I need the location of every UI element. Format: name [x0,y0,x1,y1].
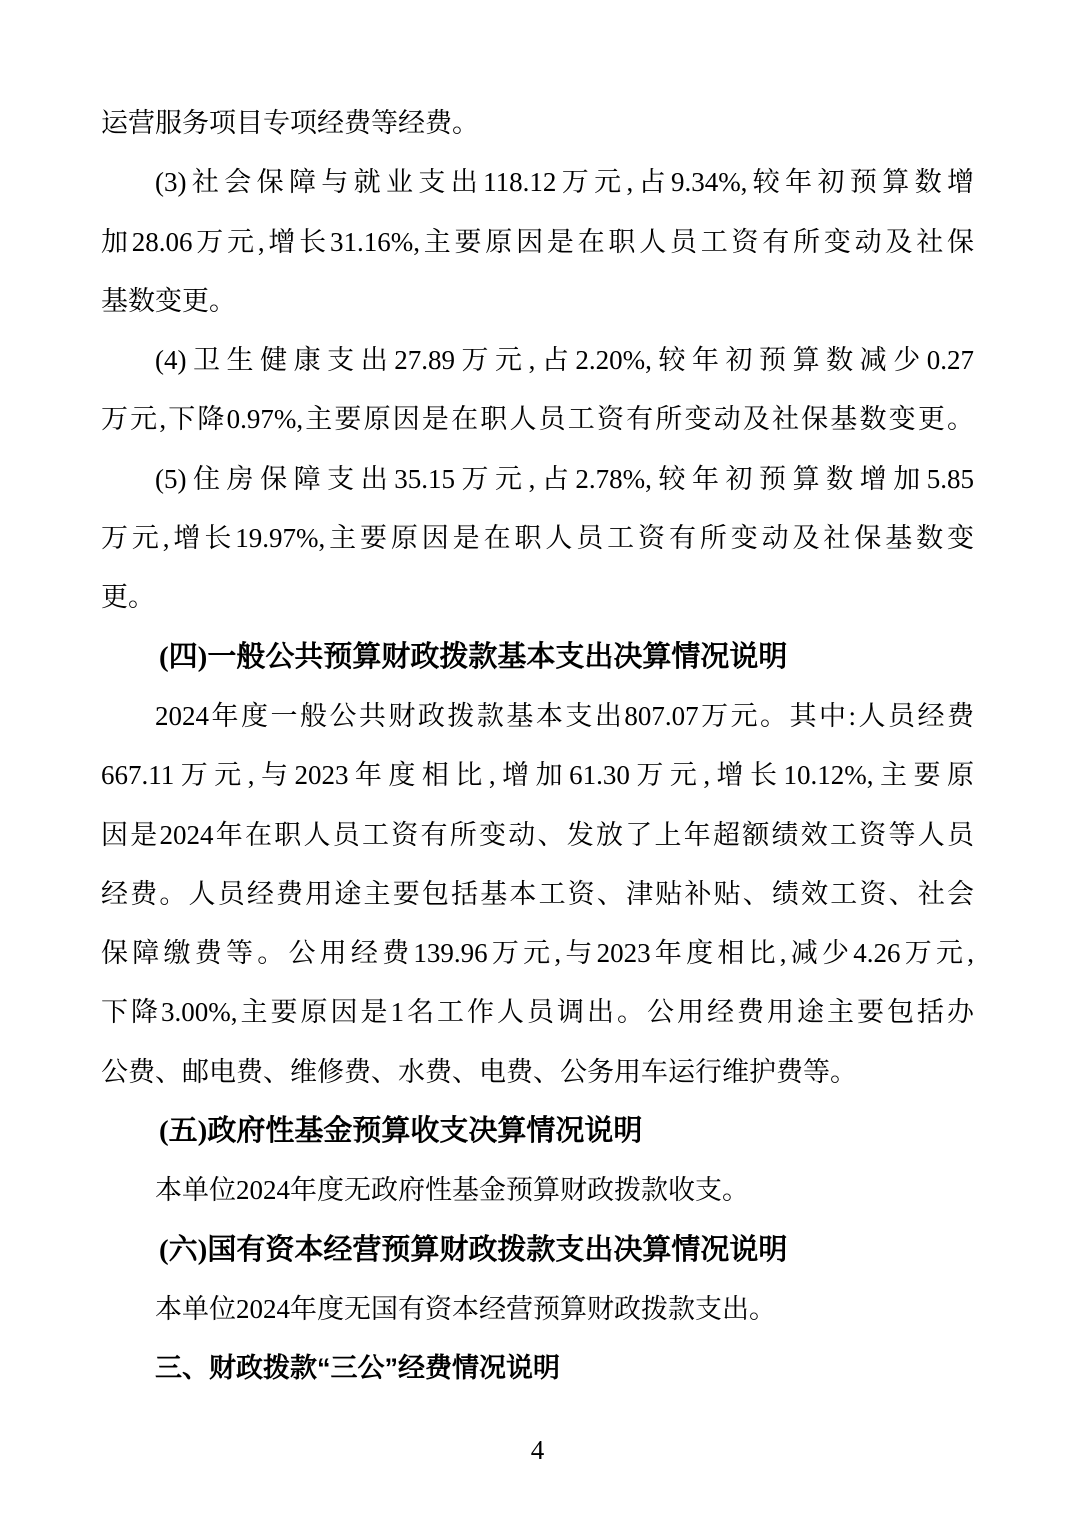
body-paragraph-item3 [101,153,974,331]
body-paragraph-item5 [101,450,974,628]
text-line: (5)住房保障支出35.15万元,占2.78%,较年初预算数增加5.85 [155,463,974,494]
text-line: 更。 [101,582,155,613]
text-line: 运营服务项目专项经费等经费。 [101,108,479,138]
text-line: 万元,下降0.97%,主要原因是在职人员工资有所变动及社保基数变更。 [101,404,974,435]
body-paragraph-state-capital [101,1280,974,1339]
chapter-heading-3 [101,1339,974,1398]
body-paragraph-item4 [101,331,974,450]
text-line: 本单位2024年度无国有资本经营预算财政拨款支出。 [155,1293,776,1324]
text-line: 下降3.00%,主要原因是1名工作人员调出。公用经费用途主要包括办 [101,997,974,1028]
text-line: 因是2024年在职人员工资有所变动、发放了上年超额绩效工资等人员 [101,819,974,850]
section-heading-4 [101,628,974,687]
text-line: 公费、邮电费、维修费、水费、电费、公务用车运行维护费等。 [101,1056,857,1087]
heading-line: (四)一般公共预算财政拨款基本支出决算情况说明 [159,640,788,673]
heading-line: 三、财政拨款“三公”经费情况说明 [155,1353,560,1384]
body-paragraph-basic-expenditure [101,687,974,1102]
heading-line: (五)政府性基金预算收支决算情况说明 [159,1115,643,1148]
section-heading-5 [101,1102,974,1161]
text-line: 加28.06万元,增长31.16%,主要原因是在职人员工资有所变动及社保 [101,226,974,257]
text-line: (4)卫生健康支出27.89万元,占2.20%,较年初预算数减少0.27 [155,345,974,376]
text-line: 基数变更。 [101,285,236,316]
page-number: 4 [530,1435,545,1465]
text-line: 本单位2024年度无政府性基金预算财政拨款收支。 [155,1175,749,1206]
text-line: 2024年度一般公共财政拨款基本支出807.07万元。其中:人员经费 [155,700,974,731]
text-line: 保障缴费等。公用经费139.96万元,与2023年度相比,减少4.26万元, [101,938,974,969]
text-line: (3)社会保障与就业支出118.12万元,占9.34%,较年初预算数增 [155,167,974,198]
body-paragraph-continued [101,94,974,153]
heading-line: (六)国有资本经营预算财政拨款支出决算情况说明 [159,1233,788,1266]
text-content [101,94,974,1399]
text-line: 667.11万元,与2023年度相比,增加61.30万元,增长10.12%,主要原 [101,760,974,791]
text-line: 万元,增长19.97%,主要原因是在职人员工资有所变动及社保基数变 [101,523,974,554]
body-paragraph-gov-fund [101,1161,974,1220]
section-heading-6 [101,1221,974,1280]
text-line: 经费。人员经费用途主要包括基本工资、津贴补贴、绩效工资、社会 [101,878,974,909]
